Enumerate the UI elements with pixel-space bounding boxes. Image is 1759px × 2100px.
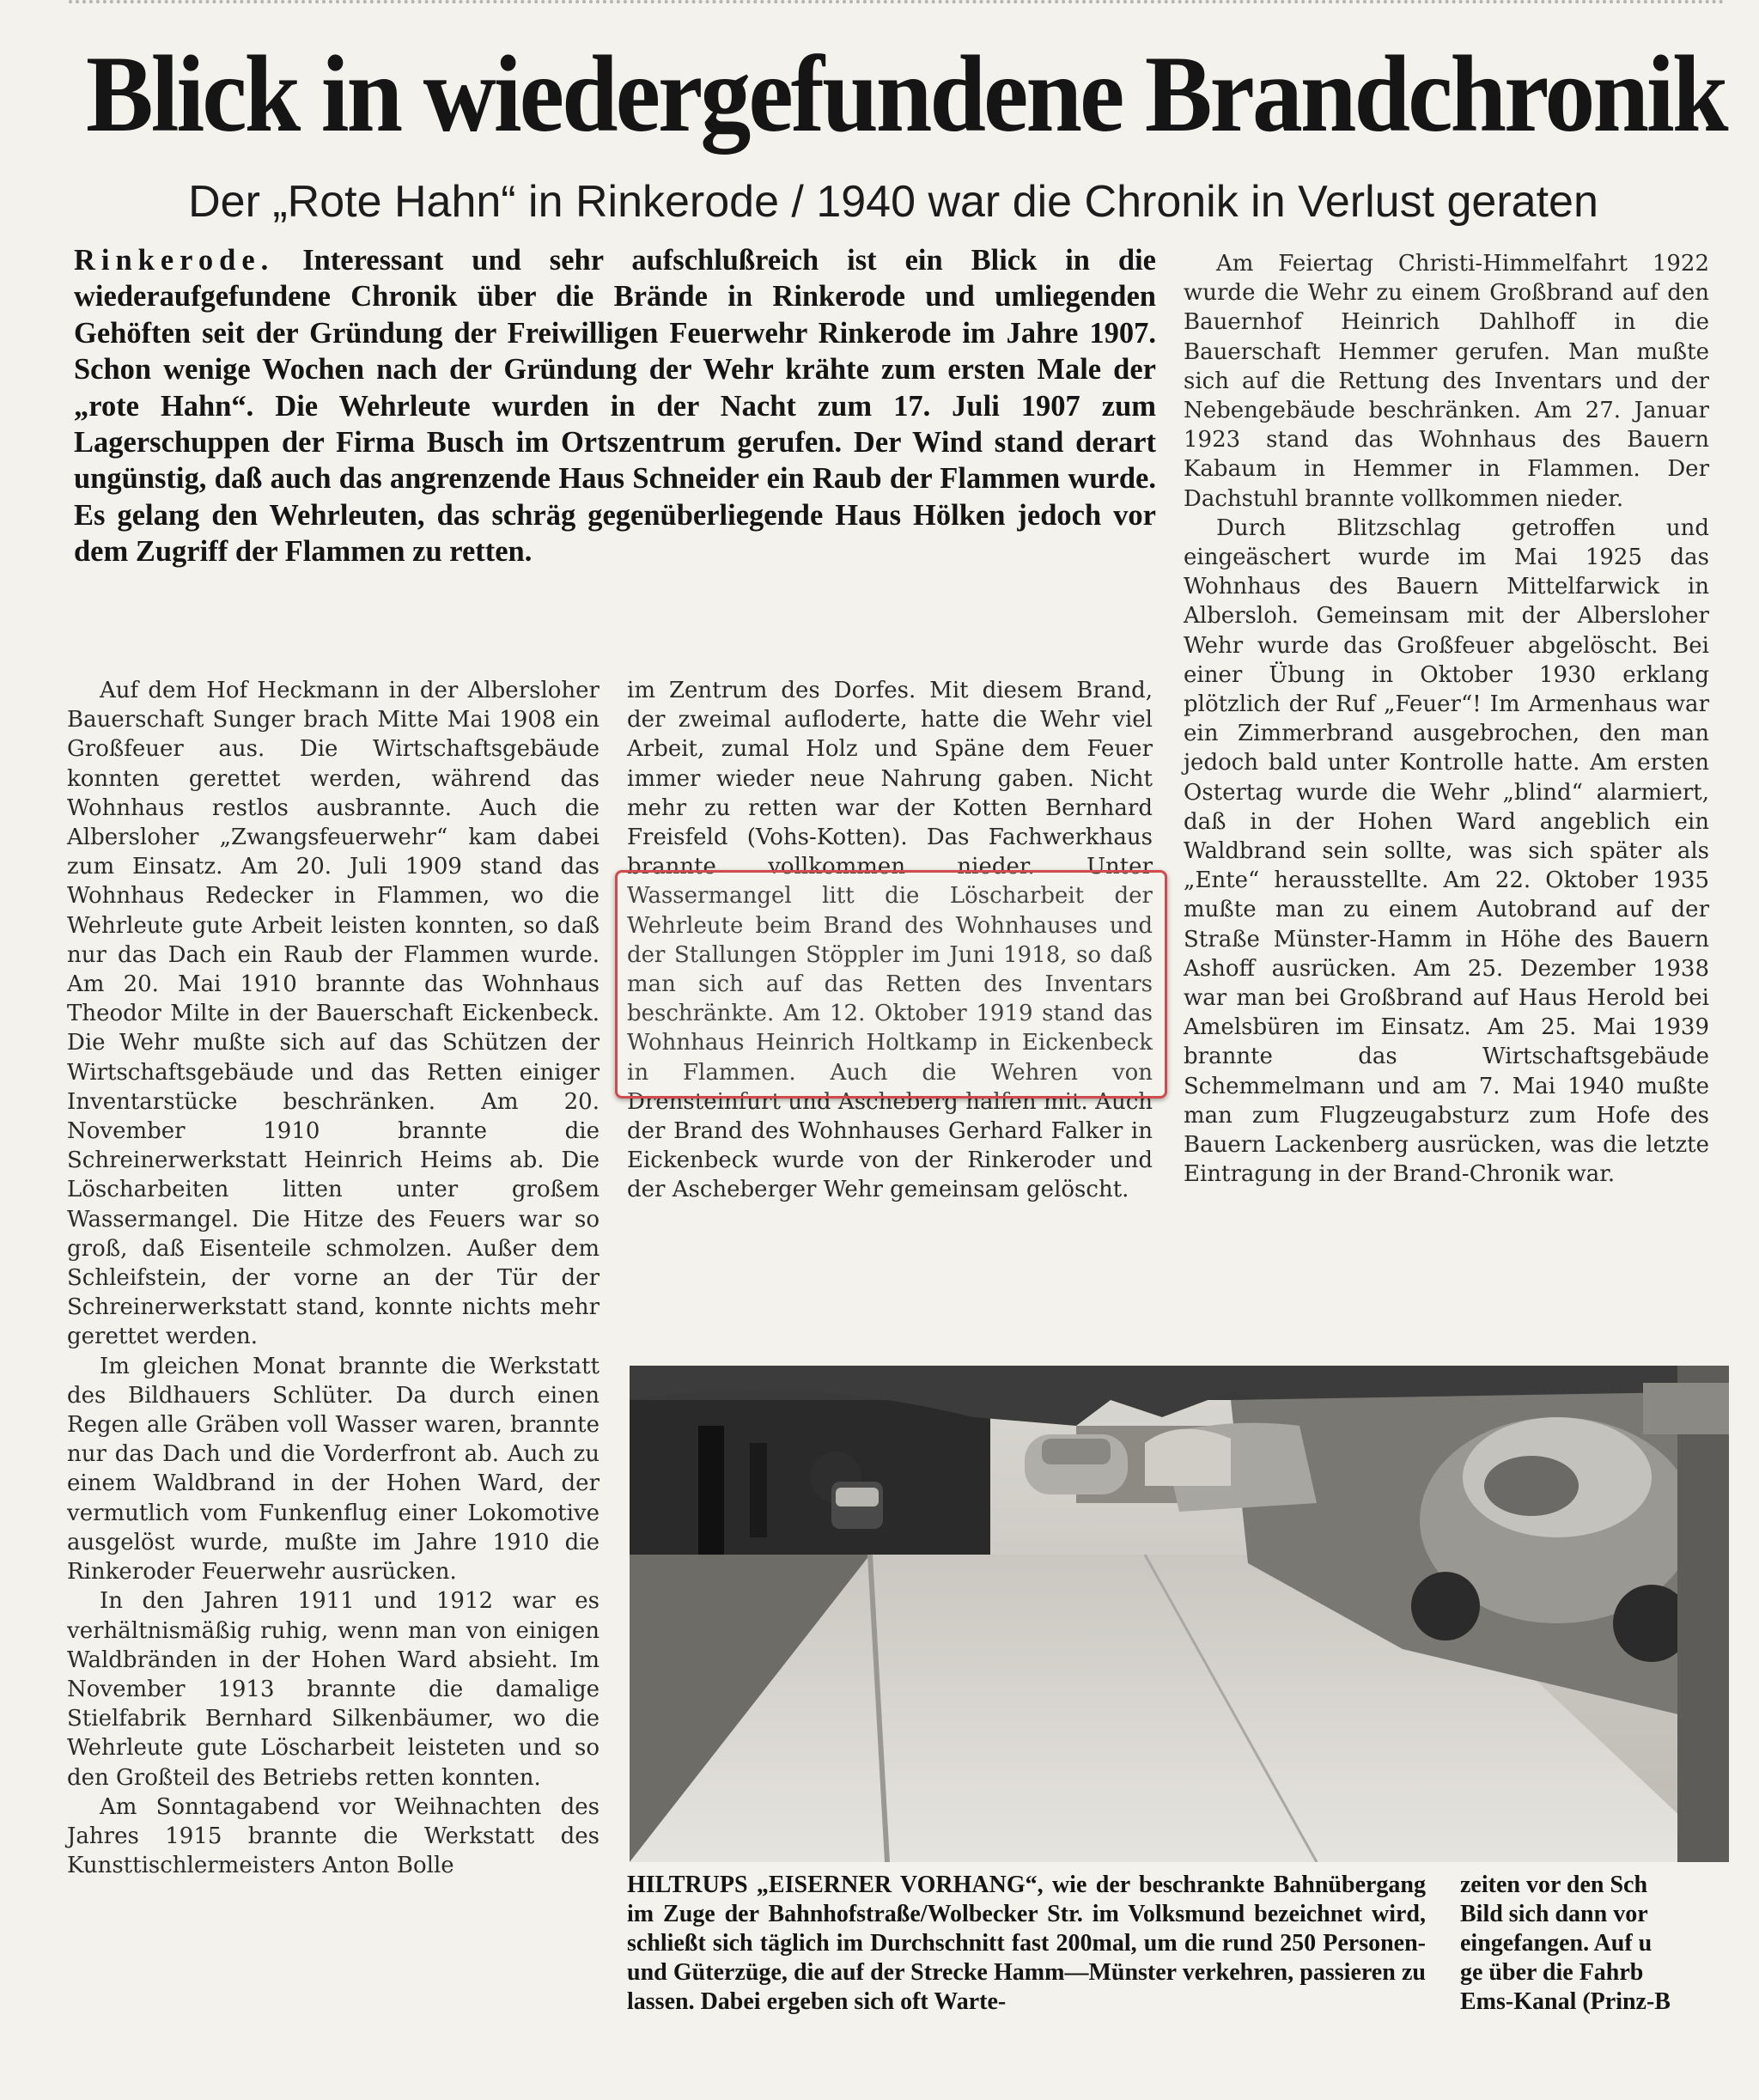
column-2-paragraph: im Zentrum des Dorfes. Mit diesem Brand, der zweimal aufloderte, hatte die Wehr viel Arbeit, zumal Holz und Späne dem Feuer immer wieder neue Nahrung gaben. Nicht mehr zu retten war der Kotten Bernhard Freisfeld (Vohs-Kotten). Das Fachwerkhaus brannte vollkommen nieder. Unter Wassermangel litt die Löscharbeit der Wehrleute beim Brand des Wohnhauses und der Stallungen Stöppler im Juni 1918, so daß man sich auf das Retten des Inventars beschränkte. Am 12. Oktober 1919 stand das Wohnhaus Heinrich Holtkamp in Eickenbeck in Flammen. Auch die Wehren von Drensteinfurt und Ascheberg halfen mit. Auch der Brand des Wohnhauses Gerhard Falker in Eickenbeck wurde von der Rinkeroder und der Ascheberger Wehr gemeinsam gelöscht. <box>627 678 1153 1203</box>
subheadline: Der „Rote Hahn“ in Rinkerode / 1940 war die Chronik in Verlust geraten <box>188 177 1598 227</box>
column-1-paragraph-4: Am Sonntagabend vor Weihnachten des Jahres 1915 brannte die Werkstatt des Kunsttischlermeisters Anton Bolle <box>67 1793 600 1879</box>
cut-caption-line-3: eingefangen. Auf u <box>1460 1930 1652 1957</box>
column-1-paragraph-3: In den Jahren 1911 und 1912 war es verhältnismäßig ruhig, wenn man von einigen Waldbränden in der Hohen Ward absieht. Im November 1913 brannte die damalige Stielfabrik Bernhard Silkenbäumer, wo die Wehrleute gute Löscharbeit leisteten und so den Großteil des Betriebs retten konnten. <box>67 1588 600 1791</box>
column-3-paragraph-1: Am Feiertag Christi-Himmelfahrt 1922 wurde die Wehr zu einem Großbrand auf den Bauernhof Heinrich Dahlhoff in die Bauerschaft Hemmer gerufen. Man mußte sich auf die Rettung des Inventars und der Nebengebäude beschränken. Am 27. Januar 1923 stand das Wohnhaus des Bauern Kabaum in Hemmer in Flammen. Der Dachstuhl brannte vollkommen nieder. <box>1184 251 1709 512</box>
column-1 <box>67 676 600 1880</box>
photo-illustration <box>630 1366 1729 1862</box>
street-photo <box>630 1366 1729 1862</box>
photo-caption: HILTRUPS „EISERNER VORHANG“, wie der beschrankte Bahnübergang im Zuge der Bahnhofstraße/Wolbecker Str. im Volksmund bezeichnet wird, schließt sich täglich im Durchschnitt fast 200mal, um die rund 250 Personen- und Güterzüge, die auf der Strecke Hamm—Münster verkehren, passieren zu lassen. Dabei ergeben sich oft Warte- <box>627 1872 1426 2015</box>
column-1-paragraph-2: Im gleichen Monat brannte die Werkstatt des Bildhauers Schlüter. Da durch einen Regen alle Gräben voll Wasser waren, brannte nur das Dach und die Vorderfront ab. Auch zu einem Waldbrand in der Hohen Ward, der vermutlich vom Funkenflug einer Lokomotive ausgelöst wurde, mußte im Jahre 1910 die Rinkeroder Feuerwehr ausrücken. <box>67 1353 600 1586</box>
lead-text: Interessant und sehr aufschlußreich ist ein Blick in die wiederaufgefundene Chronik über die Brände in Rinkerode und umliegenden Gehöften seit der Gründung der Freiwilligen Feuerwehr Rinkerode im Jahre 1907. Schon wenige Wochen nach der Gründung der Wehr krähte zum ersten Male der „rote Hahn“. Die Wehrleute wurden in der Nacht zum 17. Juli 1907 zum Lagerschuppen der Firma Busch im Ortszentrum gerufen. Der Wind stand derart ungünstig, daß auch das angrenzende Haus Schneider ein Raub der Flammen wurde. Es gelang den Wehrleuten, das schräg gegenüberliegende Haus Hölken jedoch vor dem Zugriff der Flammen zu retten. <box>74 244 1156 569</box>
column-1-paragraph-1: Auf dem Hof Heckmann in der Albersloher Bauerschaft Sunger brach Mitte Mai 1908 ein Großfeuer aus. Die Wirtschaftsgebäude konnten gerettet werden, während das Wohnhaus restlos ausbrannte. Auch die Albersloher „Zwangsfeuerwehr“ kam dabei zum Einsatz. Am 20. Juli 1909 stand das Wohnhaus Redecker in Flammen, wo die Wehrleute gute Arbeit leisten konnten, so daß nur das Dach ein Raub der Flammen wurde. Am 20. Mai 1910 brannte das Wohnhaus Theodor Milte in der Bauerschaft Eickenbeck. Die Wehr mußte sich auf das Schützen der Wirtschaftsgebäude und das Retten einiger Inventarstücke beschränken. Am 20. November 1910 brannte die Schreinerwerkstatt Heinrich Heims ab. Die Löscharbeiten litten unter großem Wassermangel. Die Hitze des Feuers war so groß, daß Eisenteile schmolzen. Außer dem Schleifstein, der vorne an der Tür der Schreinerwerkstatt stand, konnte nichts mehr gerettet werden. <box>67 678 600 1350</box>
cut-caption-line-2: Bild sich dann vor <box>1460 1901 1648 1927</box>
column-3 <box>1184 249 1709 1190</box>
column-2 <box>627 676 1153 1205</box>
cut-off-top-line <box>69 0 1725 12</box>
column-3-paragraph-2: Durch Blitzschlag getroffen und eingeäschert wurde im Mai 1925 das Wohnhaus des Bauern Mittelfarwick in Albersloh. Gemeinsam mit der Albersloher Wehr wurde das Großfeuer abgelöscht. Bei einer Übung in Oktober 1930 erklang plötzlich der Ruf „Feuer“! Im Armenhaus war ein Zimmerbrand ausgebrochen, den man jedoch bald unter Kontrolle hatte. Am ersten Ostertag wurde die Wehr „blind“ alarmiert, daß in der Hohen Ward angeblich ein Waldbrand sein sollte, was sich später als „Ente“ herausstellte. Am 22. Oktober 1935 mußte man zu einem Autobrand auf der Straße Münster-Hamm in Höhe des Bauern Ashoff ausrücken. Am 25. Dezember 1938 war man bei Großbrand auf Haus Herold bei Amelsbüren im Einsatz. Am 25. Mai 1939 brannte das Wirtschaftsgebäude Schemmelmann und am 7. Mai 1940 mußte man zum Flugzeugabsturz zum Hofe des Bauern Lackenberg ausrücken, was die letzte Eintragung in der Brand-Chronik war. <box>1184 514 1709 1188</box>
cut-caption-line-1: zeiten vor den Sch <box>1460 1872 1648 1898</box>
dateline: Rinkerode. <box>74 244 275 277</box>
cut-caption-line-5: Ems-Kanal (Prinz-B <box>1460 1988 1671 2015</box>
cut-caption-line-4: ge über die Fahrb <box>1460 1959 1644 1986</box>
cut-off-caption-continuation <box>1460 1871 1731 2017</box>
headline: Blick in wiedergefundene Brandchronik <box>86 33 1726 155</box>
lead-paragraph <box>74 242 1156 570</box>
